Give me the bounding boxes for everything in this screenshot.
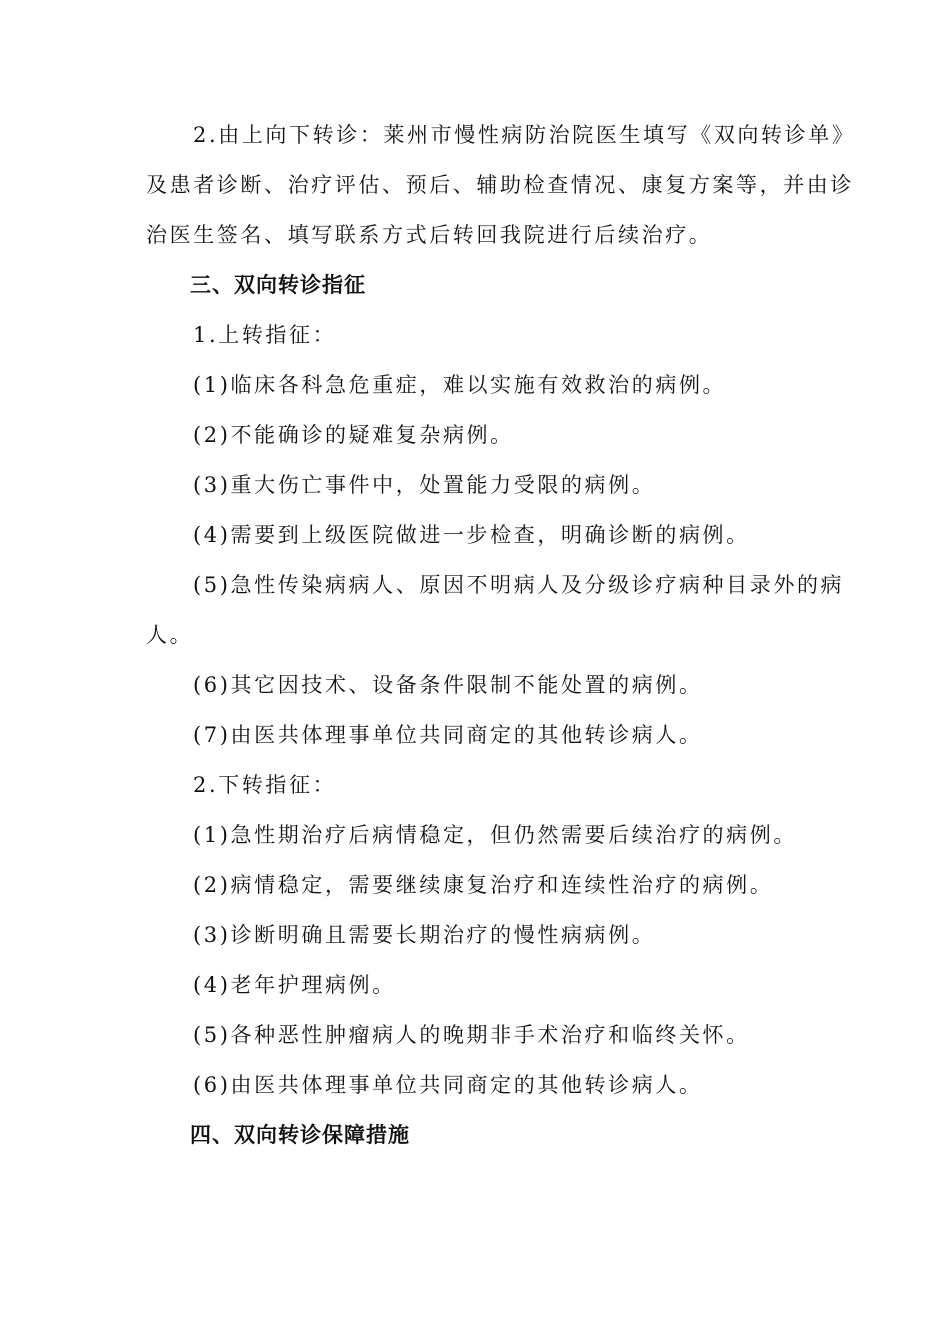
list-item: (5)急性传染病病人、原因不明病人及分级诊疗病种目录外的病 xyxy=(193,573,845,597)
paragraph-line: 及患者诊断、治疗评估、预后、辅助检查情况、康复方案等，并由诊 xyxy=(146,173,854,197)
list-item: (7)由医共体理事单位共同商定的其他转诊病人。 xyxy=(193,723,703,747)
section-heading: 三、双向转诊指征 xyxy=(190,273,366,297)
list-item: (5)各种恶性肿瘤病人的晚期非手术治疗和临终关怀。 xyxy=(193,1023,750,1047)
list-item: (1)临床各科急危重症，难以实施有效救治的病例。 xyxy=(193,373,727,397)
paragraph-line: 2.由上向下转诊：莱州市慢性病防治院医生填写《双向转诊单》 xyxy=(193,123,856,147)
list-item: (1)急性期治疗后病情稳定，但仍然需要后续治疗的病例。 xyxy=(193,823,797,847)
list-item: (4)需要到上级医院做进一步检查，明确诊断的病例。 xyxy=(193,523,750,547)
section-heading: 四、双向转诊保障措施 xyxy=(190,1123,410,1147)
list-item: (4)老年护理病例。 xyxy=(193,973,396,997)
list-item-continuation: 人。 xyxy=(146,623,194,647)
subsection-heading: 2.下转指征： xyxy=(193,773,337,797)
list-item: (2)病情稳定，需要继续康复治疗和连续性治疗的病例。 xyxy=(193,873,774,897)
list-item: (6)由医共体理事单位共同商定的其他转诊病人。 xyxy=(193,1073,703,1097)
subsection-heading: 1.上转指征： xyxy=(193,323,337,347)
list-item: (3)诊断明确且需要长期治疗的慢性病病例。 xyxy=(193,923,656,947)
list-item: (6)其它因技术、设备条件限制不能处置的病例。 xyxy=(193,673,703,697)
list-item: (2)不能确诊的疑难复杂病例。 xyxy=(193,423,514,447)
list-item: (3)重大伤亡事件中，处置能力受限的病例。 xyxy=(193,473,656,497)
paragraph-line: 治医生签名、填写联系方式后转回我院进行后续治疗。 xyxy=(146,223,713,247)
